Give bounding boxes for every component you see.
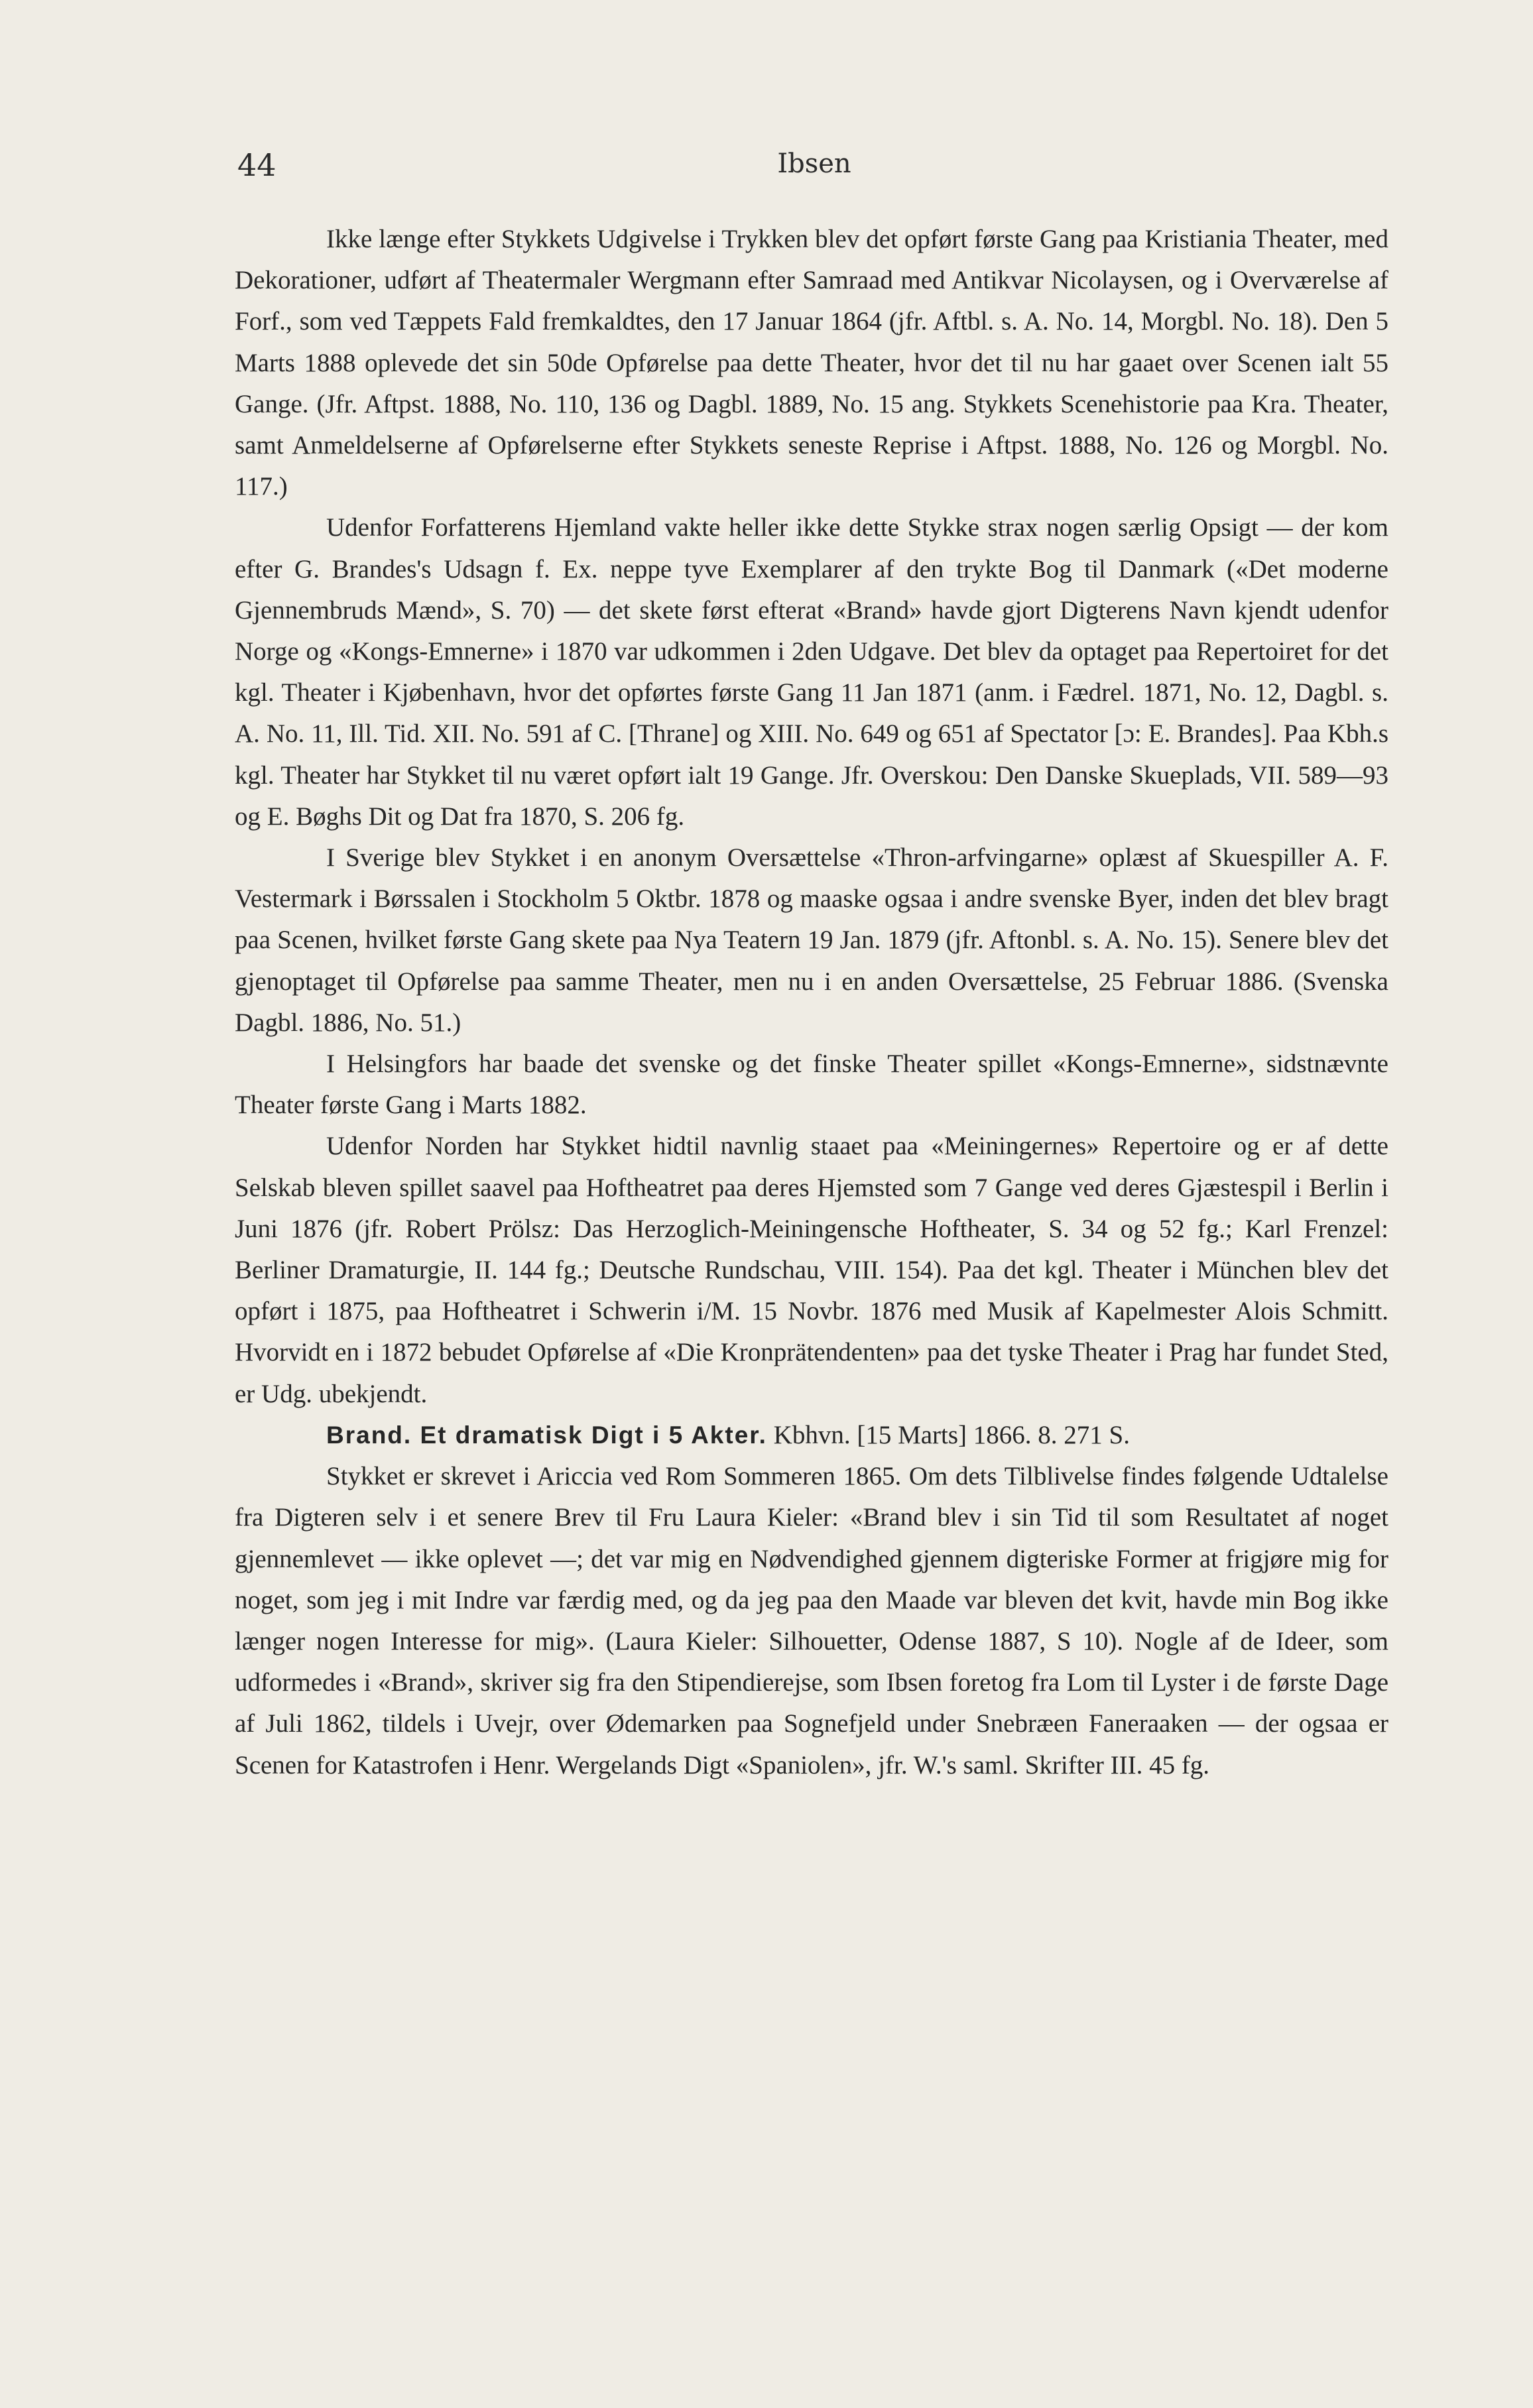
paragraph-denmark: Udenfor Forfatterens Hjemland vakte heller ikke dette Stykke strax nogen særlig Opsigt — der kom efter G. Brandes's Udsagn f. Ex. neppe tyve Exemplarer af den trykte Bog til Danmark («Det moderne Gjennembruds Mænd», S. 70) — det skete først efterat «Brand» havde gjort Digterens Navn kjendt udenfor Norge og «Kongs-Emnerne» i 1870 var udkommen i 2den Udgave. Det blev da optaget paa Repertoiret for det kgl. Theater i Kjøbenhavn, hvor det opførtes første Gang 11 Jan 1871 (anm. i Fædrel. 1871, No. 12, Dagbl. s. A. No. 11, Ill. Tid. XII. No. 591 af C. [Thrane] og XIII. No. 649 og 651 af Spectator [ɔ: E. Brandes]. Paa Kbh.s kgl. Theater har Stykket til nu været opført ialt 19 Gange. Jfr. Overskou: Den Danske Skueplads, VII. 589—93 og E. Bøghs Dit og Dat fra 1870, S. 206 fg. xyxy=(235,513,1388,831)
page-number: 44 xyxy=(237,147,276,183)
paragraph-outside-nordic: Udenfor Norden har Stykket hidtil navnlig staaet paa «Meiningernes» Repertoire og er af dette Selskab bleven spillet saavel paa Hoftheatret paa deres Hjemsted som 7 Gange ved deres Gjæstespil i Berlin i Juni 1876 (jfr. Robert Prölsz: Das Herzoglich-Meiningensche Hoftheater, S. 34 og 52 fg.; Karl Frenzel: Berliner Dramaturgie, II. 144 fg.; Deutsche Rundschau, VIII. 154). Paa det kgl. Theater i München blev det opført i 1875, paa Hoftheatret i Schwerin i/M. 15 Novbr. 1876 med Musik af Kapelmester Alois Schmitt. Hvorvidt en i 1872 bebudet Opførelse af «Die Kronprätendenten» paa det tyske Theater i Prag har fundet Sted, er Udg. ubekjendt. xyxy=(235,1132,1388,1408)
paragraph-opening: Ikke længe efter Stykkets Udgivelse i Trykken blev det opført første Gang paa Kristiania Theater, med Dekorationer, udført af Theatermaler Wergmann efter Samraad med Antikvar Nicolaysen, og i Overværelse af Forf., som ved Tæppets Fald fremkaldtes, den 17 Januar 1864 (jfr. Aftbl. s. A. No. 14, Morgbl. No. 18). Den 5 Marts 1888 oplevede det sin 50de Opførelse paa dette Theater, hvor det til nu har gaaet over Scenen ialt 55 Gange. (Jfr. Aftpst. 1888, No. 110, 136 og Dagbl. 1889, No. 15 ang. Stykkets Scenehistorie paa Kra. Theater, samt Anmeldelserne af Opførelserne efter Stykkets seneste Reprise i Aftpst. 1888, No. 126 og Morgbl. No. 117.) xyxy=(235,225,1388,501)
paragraph-brand-origin: Stykket er skrevet i Ariccia ved Rom Sommeren 1865. Om dets Tilblivelse findes følgende Udtalelse fra Digteren selv i et senere Brev til Fru Laura Kieler: «Brand blev i sin Tid til som Resultatet af noget gjennemlevet — ikke oplevet —; det var mig en Nødvendighed gjennem digteriske Former at frigjøre mig for noget, som jeg i mit Indre var færdig med, og da jeg paa den Maade var bleven det kvit, havde min Bog ikke længer nogen Interesse for mig». (Laura Kieler: Silhouetter, Odense 1887, S 10). Nogle af de Ideer, som udformedes i «Brand», skriver sig fra den Stipendierejse, som Ibsen foretog fra Lom til Lyster i de første Dage af Juli 1862, tildels i Uvejr, over Ødemarken paa Sognefjeld under Snebræen Faneraaken — der ogsaa er Scenen for Katastrofen i Henr. Wergelands Digt «Spaniolen», jfr. W.'s saml. Skrifter III. 45 fg. xyxy=(235,1462,1388,1779)
paragraph-helsingfors: I Helsingfors har baade det svenske og det finske Theater spillet «Kongs-Emnerne», sidstnævnte Theater første Gang i Marts 1882. xyxy=(235,1050,1388,1120)
entry-title: Brand. Et dramatisk Digt i 5 Akter. xyxy=(326,1421,767,1449)
running-head xyxy=(237,147,1391,187)
running-title: Ibsen xyxy=(777,149,851,179)
paragraph-sweden: I Sverige blev Stykket i en anonym Oversættelse «Thron-arfvingarne» oplæst af Skuespiller A. F. Vestermark i Børssalen i Stockholm 5 Oktbr. 1878 og maaske ogsaa i andre svenske Byer, inden det blev bragt paa Scenen, hvilket første Gang skete paa Nya Teatern 19 Jan. 1879 (jfr. Aftonbl. s. A. No. 15). Senere blev det gjenoptaget til Opførelse paa samme Theater, men nu i en anden Oversættelse, 25 Februar 1886. (Svenska Dagbl. 1886, No. 51.) xyxy=(235,843,1388,1037)
body-text xyxy=(235,219,1388,1786)
entry-details: Kbhvn. [15 Marts] 1866. 8. 271 S. xyxy=(773,1420,1130,1449)
bibliographic-entry xyxy=(235,1415,1388,1456)
